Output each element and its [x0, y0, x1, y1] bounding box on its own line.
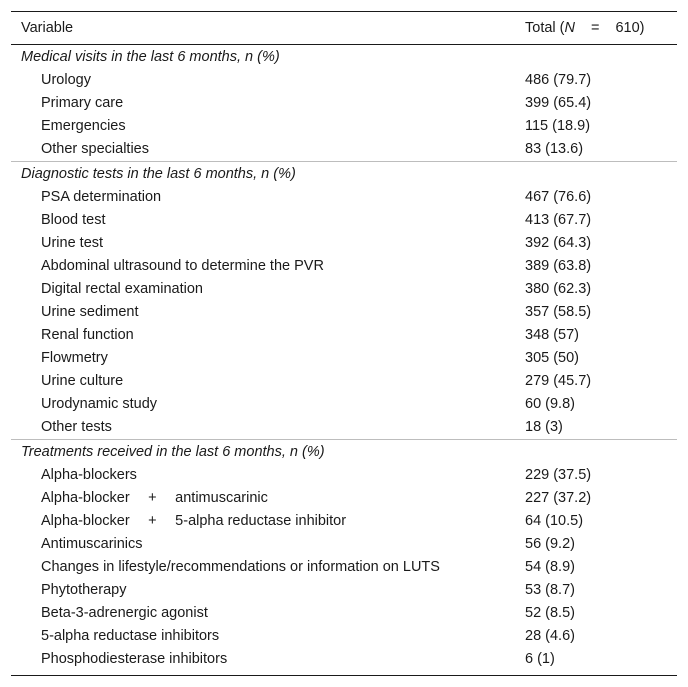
row-label: Renal function: [41, 327, 134, 343]
data-table: [11, 11, 677, 675]
table-body: [11, 45, 677, 676]
row-value: 389 (63.8): [525, 258, 592, 274]
row-value: 18 (3): [525, 419, 563, 435]
row-label: Beta-3-adrenergic agonist: [41, 605, 208, 621]
header-total-value: 610): [615, 20, 645, 36]
row-label: Phosphodiesterase inhibitors: [41, 651, 228, 667]
table-row: [11, 625, 677, 648]
table-row: [11, 370, 677, 393]
row-label: Other tests: [41, 419, 112, 435]
table-row: [11, 115, 677, 138]
row-value: 392 (64.3): [525, 235, 592, 251]
table-row: [11, 232, 677, 255]
table-row: [11, 579, 677, 602]
section-title: Diagnostic tests in the last 6 months, n (%): [11, 162, 677, 187]
table-row: [11, 138, 677, 162]
table-row: [11, 278, 677, 301]
table-bottom-rule: [11, 675, 677, 676]
row-label: Abdominal ultrasound to determine the PVR: [41, 258, 324, 274]
row-value: 357 (58.5): [525, 304, 592, 320]
row-value: 60 (9.8): [525, 396, 575, 412]
data-table-container: [11, 11, 677, 676]
row-value: 52 (8.5): [525, 605, 575, 621]
row-value: 279 (45.7): [525, 373, 592, 389]
row-value: 56 (9.2): [525, 536, 575, 552]
table-header-row: [11, 12, 677, 45]
row-value: 6 (1): [525, 651, 555, 667]
row-value: 229 (37.5): [525, 467, 592, 483]
table-row: [11, 209, 677, 232]
row-label: 5-alpha reductase inhibitors: [41, 628, 220, 644]
section-title: Medical visits in the last 6 months, n (%): [21, 49, 280, 65]
row-value: 467 (76.6): [525, 189, 592, 205]
row-label: Urine culture: [41, 373, 124, 389]
row-label: Alpha-blocker + antimuscarinic: [41, 490, 268, 506]
row-label: Primary care: [41, 95, 124, 111]
section-header-row: [11, 162, 677, 187]
header-total-eq: =: [590, 20, 600, 36]
row-label: Digital rectal examination: [41, 281, 203, 297]
table-row: [11, 602, 677, 625]
table-row: [11, 347, 677, 370]
table-row: [11, 92, 677, 115]
table-row: [11, 533, 677, 556]
table-row: [11, 324, 677, 347]
row-label: Urodynamic study: [41, 396, 158, 412]
header-total-n: N: [564, 20, 575, 36]
table-row: [11, 393, 677, 416]
row-label: Changes in lifestyle/recommendations or information on LUTS: [41, 559, 440, 575]
row-label: Blood test: [41, 212, 106, 228]
table-row: [11, 648, 677, 675]
row-label: Urine test: [41, 235, 104, 251]
row-value: 115 (18.9): [525, 118, 591, 134]
table-row: [11, 464, 677, 487]
table-row: [11, 510, 677, 533]
row-value: 348 (57): [525, 327, 580, 343]
row-label: Alpha-blockers: [41, 467, 137, 483]
table-row: [11, 69, 677, 92]
row-label: PSA determination: [41, 189, 162, 205]
table-row: [11, 186, 677, 209]
table-row: [11, 556, 677, 579]
header-total-prefix: Total (: [525, 20, 565, 36]
row-value: 399 (65.4): [525, 95, 592, 111]
row-value: 227 (37.2): [525, 490, 592, 506]
row-label: Antimuscarinics: [41, 536, 143, 552]
table-row: [11, 255, 677, 278]
row-value: 54 (8.9): [525, 559, 575, 575]
row-value: 380 (62.3): [525, 281, 592, 297]
row-label: Emergencies: [41, 118, 126, 134]
section-header-row: [11, 440, 677, 465]
row-value: 28 (4.6): [525, 628, 575, 644]
row-label: Phytotherapy: [41, 582, 127, 598]
row-value: 83 (13.6): [525, 141, 584, 157]
header-total: [513, 12, 677, 45]
row-label: Alpha-blocker + 5-alpha reductase inhibitor: [41, 513, 347, 529]
row-label: Urology: [41, 72, 91, 88]
table-row: [11, 416, 677, 440]
section-header-row: [11, 45, 677, 70]
row-value: 53 (8.7): [525, 582, 575, 598]
row-label: Urine sediment: [41, 304, 139, 320]
row-label: Flowmetry: [41, 350, 108, 366]
table-row: [11, 487, 677, 510]
row-value: 305 (50): [525, 350, 580, 366]
header-variable: Variable: [21, 20, 74, 36]
row-value: 64 (10.5): [525, 513, 584, 529]
table-row: [11, 301, 677, 324]
row-label: Other specialties: [41, 141, 149, 157]
row-value: 486 (79.7): [525, 72, 592, 88]
row-value: 413 (67.7): [525, 212, 592, 228]
section-title: Treatments received in the last 6 months, n (%): [11, 440, 677, 465]
